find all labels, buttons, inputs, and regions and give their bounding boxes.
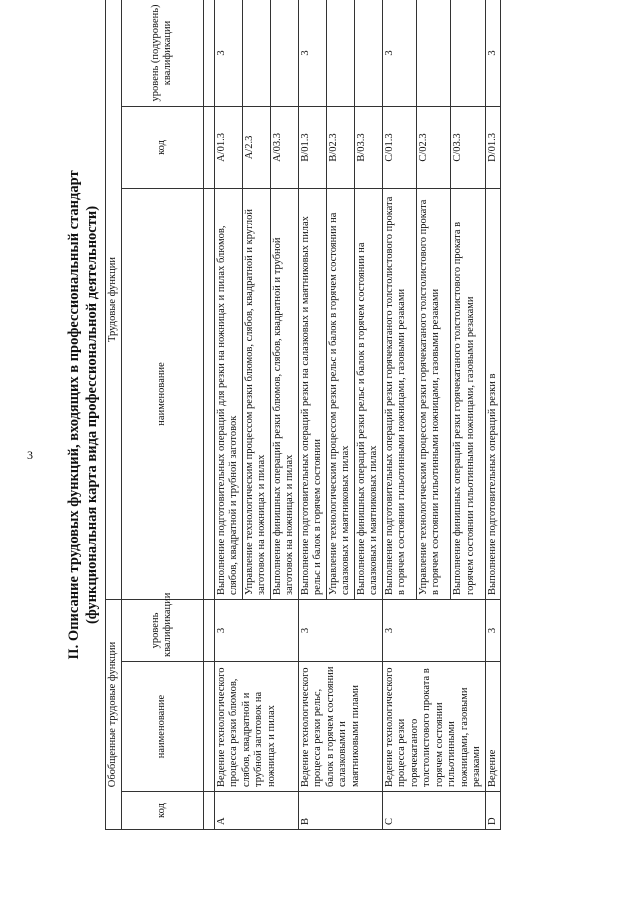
function-code: D/01.3: [485, 106, 501, 188]
section-subtitle: (функциональная карта вида профессиональной деятельности): [84, 205, 100, 625]
function-level: [416, 0, 450, 106]
function-name: Управление технологическим процессом резки горячекатаного толстолистового проката в горячем состоянии гильотинными ножницами, газовыми резаками: [416, 188, 450, 599]
header-tf-code: код: [121, 106, 203, 188]
function-code: A/2.3: [242, 106, 270, 188]
group-name: Ведение технологического процесса резки горячекатаного толстолистового проката в горячем состоянии гильотинными ножницами, газовыми резаками: [382, 662, 485, 792]
function-level: [270, 0, 298, 106]
group-name: Ведение: [485, 662, 501, 792]
header-generalized-functions: Обобщенные трудовые функции: [106, 599, 122, 829]
function-name: Выполнение подготовительных операций резки на салазковых и маятниковых пилах рельс и балок в горячем состоянии: [298, 188, 326, 599]
function-code: C/01.3: [382, 106, 416, 188]
section-title: II. Описание трудовых функций, входящих в профессиональный стандарт: [66, 170, 82, 660]
function-code: A/01.3: [214, 106, 242, 188]
table-row: [214, 0, 242, 830]
function-name: Выполнение финишных операций резки горячекатаного толстолистового проката в горячем состоянии гильотинными ножницами, газовыми резаками: [451, 188, 485, 599]
function-level: 3: [382, 0, 416, 106]
group-code: C: [382, 792, 485, 830]
function-level: 3: [485, 0, 501, 106]
group-code: D: [485, 792, 501, 830]
function-name: Управление технологическим процессом резки блюмов, слябов, квадратной и круглой заготовок на ножницах и пилах: [242, 188, 270, 599]
function-code: C/03.3: [451, 106, 485, 188]
function-name: Выполнение финишных операций резки блюмов, слябов, квадратной и трубной заготовок на ножницах и пилах: [270, 188, 298, 599]
header-tf-level: уровень (подуровень) квалификации: [121, 0, 203, 106]
function-name: Выполнение подготовительных операций резки в: [485, 188, 501, 599]
header-row-groups: [106, 0, 122, 830]
group-level: 3: [214, 599, 298, 661]
function-level: [354, 0, 382, 106]
function-name: Выполнение финишных операций резки рельс и балок в горячем состоянии на салазковых и маятниковых пилах: [354, 188, 382, 599]
table-row: [298, 0, 326, 830]
function-level: 3: [214, 0, 242, 106]
function-code: B/01.3: [298, 106, 326, 188]
header-row-columns: [121, 0, 203, 830]
function-name: Выполнение подготовительных операций резки горячекатаного толстолистового проката в горячем состоянии гильотинными ножницами, газовыми резаками: [382, 188, 416, 599]
header-name: наименование: [121, 662, 203, 792]
page-number: 3: [27, 448, 33, 462]
group-name: Ведение технологического процесса резки блюмов, слябов, квадратной и трубной заготовок на ножницах и пилах: [214, 662, 298, 792]
table-row: [485, 0, 501, 830]
group-code: A: [214, 792, 298, 830]
function-level: [451, 0, 485, 106]
functional-map-table: [105, 0, 501, 830]
header-labor-functions: Трудовые функции: [106, 0, 122, 599]
header-tf-name: наименование: [121, 188, 203, 599]
table-row: [382, 0, 416, 830]
group-level: 3: [298, 599, 382, 661]
function-level: [326, 0, 354, 106]
group-code: B: [298, 792, 382, 830]
header-code: код: [121, 792, 203, 830]
function-level: 3: [298, 0, 326, 106]
rotated-page-content: [63, 0, 583, 830]
function-code: B/02.3: [326, 106, 354, 188]
function-name: Управление технологическим процессом резки рельс и балок в горячем состоянии на салазковых и маятниковых пилах: [326, 188, 354, 599]
function-code: B/03.3: [354, 106, 382, 188]
group-level: 3: [485, 599, 501, 661]
function-name: Выполнение подготовительных операций для резки на ножницах и пилах блюмов, слябов, квадратной и трубной заготовок: [214, 188, 242, 599]
group-level: 3: [382, 599, 485, 661]
group-name: Ведение технологического процесса резки рельс, балок в горячем состоянии салазковыми и маятниковыми пилами: [298, 662, 382, 792]
function-code: A/03.3: [270, 106, 298, 188]
function-code: C/02.3: [416, 106, 450, 188]
table-body: [214, 0, 501, 830]
section-heading: [63, 0, 101, 830]
function-level: [242, 0, 270, 106]
header-level: уровень квалификации: [121, 599, 203, 661]
header-spacer-row: [203, 0, 214, 830]
